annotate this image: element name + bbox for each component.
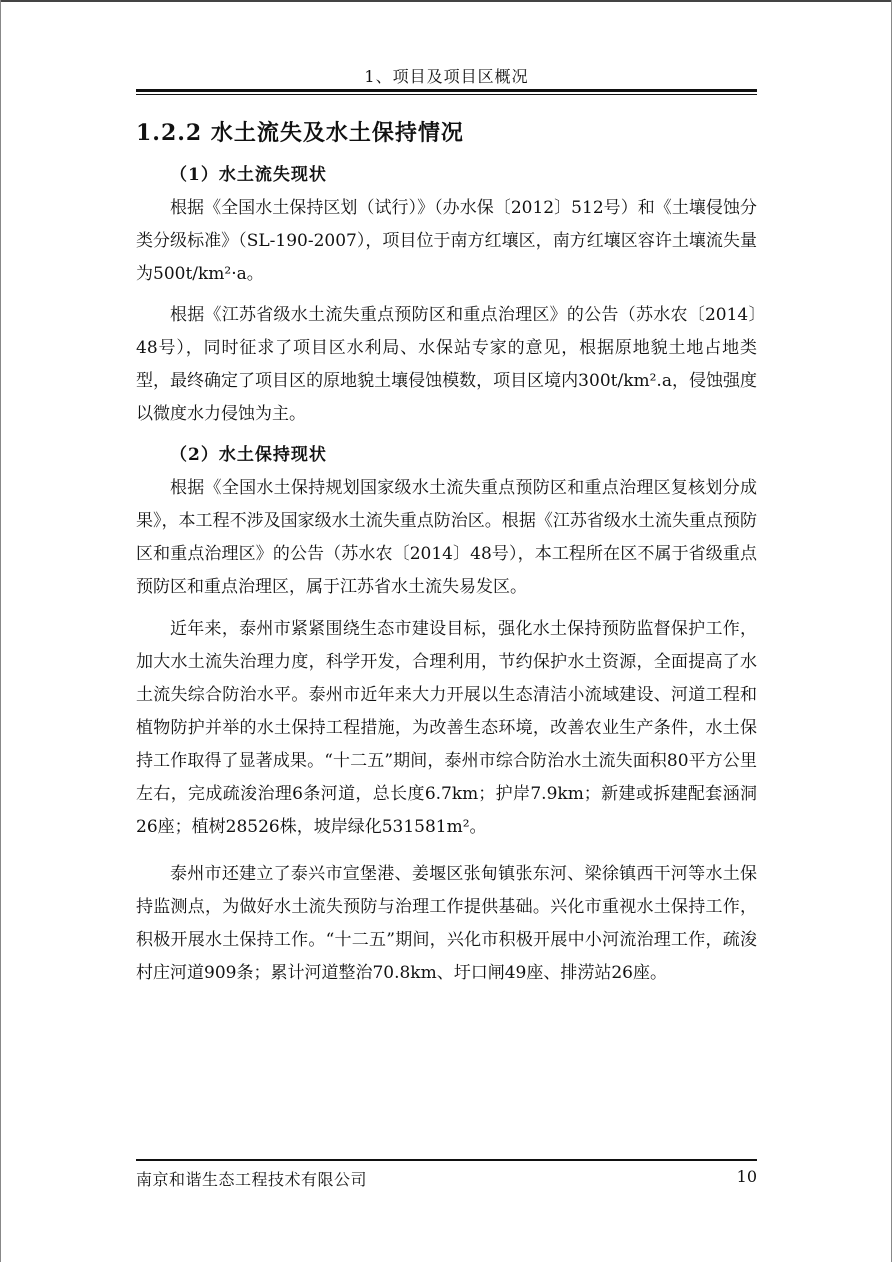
- subsection-heading-erosion-status: （1）水土流失现状: [170, 165, 327, 185]
- page-number: 10: [736, 1167, 757, 1186]
- footer-company: 南京和谐生态工程技术有限公司: [136, 1170, 368, 1189]
- subsection-heading-conservation-status: （2）水土保持现状: [170, 445, 327, 465]
- paragraph-monitoring-points: 泰州市还建立了泰兴市宣堡港、姜堰区张甸镇张东河、梁徐镇西干河等水土保持监测点，为做好水土流失预防与治理工作提供基础。兴化市重视水土保持工作，积极开展水土保持工作。“十二五”期间，兴化市积极开展中小河流治理工作，疏浚村庄河道909条；累计河道整治70.8km、圩口闸49座、排涝站26座。: [136, 864, 757, 983]
- paragraph-erosion-modulus: 根据《江苏省级水土流失重点预防区和重点治理区》的公告（苏水农〔2014〕48号），同时征求了项目区水利局、水保站专家的意见，根据原地貌土地占地类型，最终确定了项目区的原地貌土壤侵蚀模数，项目区境内300t/km².a，侵蚀强度以微度水力侵蚀为主。: [136, 305, 757, 424]
- paragraph-erosion-standard: 根据《全国水土保持区划（试行）》（办水保〔2012〕512号）和《土壤侵蚀分类分级标准》（SL-190-2007），项目位于南方红壤区，南方红壤区容许土壤流失量为500t/km²·a。: [136, 198, 757, 284]
- page-border-left: [0, 0, 1, 1262]
- section-heading: 1.2.2 水土流失及水土保持情况: [136, 120, 464, 146]
- header-rule-thick: [136, 89, 757, 92]
- paragraph-taizhou-achievements: 近年来，泰州市紧紧围绕生态市建设目标，强化水土保持预防监督保护工作，加大水土流失治理力度，科学开发，合理利用，节约保护水土资源，全面提高了水土流失综合防治水平。泰州市近年来大力开展以生态清洁小流域建设、河道工程和植物防护并举的水土保持工程措施，为改善生态环境，改善农业生产条件，水土保持工作取得了显著成果。“十二五”期间，泰州市综合防治水土流失面积80平方公里左右，完成疏浚治理6条河道，总长度6.7km；护岸7.9km；新建或拆建配套涵洞26座；植树28526株，坡岸绿化531581m²。: [136, 619, 757, 837]
- header-rule-thin: [136, 94, 757, 95]
- paragraph-key-areas: 根据《全国水土保持规划国家级水土流失重点预防区和重点治理区复核划分成果》，本工程不涉及国家级水土流失重点防治区。根据《江苏省级水土流失重点预防区和重点治理区》的公告（苏水农〔2014〕48号），本工程所在区不属于省级重点预防区和重点治理区，属于江苏省水土流失易发区。: [136, 478, 757, 597]
- footer-rule: [136, 1159, 757, 1161]
- page-border-top: [0, 0, 892, 2]
- running-header: 1、项目及项目区概况: [364, 67, 529, 86]
